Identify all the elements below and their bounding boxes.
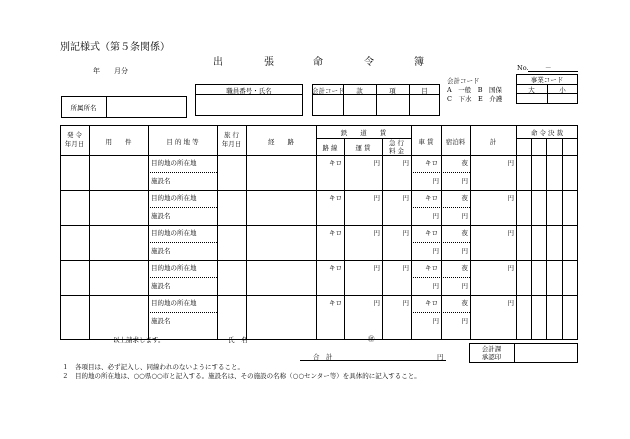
header-hatsurei: 発 令 年月日 <box>64 131 85 148</box>
row-shukuhaku-yen: 円 <box>461 317 468 325</box>
row-shachin-km: キロ <box>425 229 438 237</box>
row-dotted-line <box>411 312 470 313</box>
budget-kou: 項 <box>389 87 396 95</box>
request-text: 以上請求します。 <box>113 336 165 344</box>
row-shachin-km: キロ <box>425 299 438 307</box>
title-char-4: 令 <box>364 57 374 68</box>
row-dotted-line <box>148 207 217 208</box>
row-destination-label: 目的地の所在地 <box>151 159 197 167</box>
row-dotted-line <box>148 277 217 278</box>
row-facility-label: 施設名 <box>151 247 171 255</box>
row-facility-label: 施設名 <box>151 317 171 325</box>
no-value: － <box>545 64 552 72</box>
row-dotted-line <box>411 277 470 278</box>
row-kyuukou-yen: 円 <box>402 229 409 237</box>
header-keiro: 経 路 <box>268 138 294 146</box>
row-facility-label: 施設名 <box>151 282 171 290</box>
kaikei-code-2: C 下水 E 介護 <box>447 95 503 103</box>
row-km-label: キロ <box>329 159 342 167</box>
row-shachin-yen: 円 <box>432 177 439 185</box>
row-shukuhaku-yen: 円 <box>461 282 468 290</box>
row-night-label: 夜 <box>461 159 468 167</box>
header-youken: 用 件 <box>105 138 132 146</box>
row-facility-label: 施設名 <box>151 212 171 220</box>
no-label: No. <box>517 64 529 72</box>
year-label: 年 <box>93 67 100 75</box>
row-night-label: 夜 <box>461 194 468 202</box>
header-unchin: 運 賃 <box>355 144 371 152</box>
row-kyuukou-yen: 円 <box>402 264 409 272</box>
row-divider <box>60 225 578 226</box>
row-unchin-yen: 円 <box>373 229 380 237</box>
month-label: 月分 <box>114 67 128 75</box>
header-shachin: 車 賃 <box>418 138 434 146</box>
approval-line2: 承認印 <box>481 353 502 361</box>
total-yen: 円 <box>437 353 444 361</box>
row-shachin-yen: 円 <box>432 317 439 325</box>
header-shukuhaku: 宿泊料 <box>445 138 466 146</box>
row-unchin-yen: 円 <box>373 264 380 272</box>
row-kei-yen: 円 <box>507 264 514 272</box>
budget-moku: 目 <box>421 87 428 95</box>
header-rosen: 路 線 <box>322 144 338 152</box>
row-dotted-line <box>411 242 470 243</box>
row-km-label: キロ <box>329 229 342 237</box>
approval-line1: 会計課 <box>481 345 502 353</box>
row-destination-label: 目的地の所在地 <box>151 194 197 202</box>
title-char-2: 張 <box>264 57 274 68</box>
jigyou-dai: 大 <box>528 86 535 94</box>
row-destination-label: 目的地の所在地 <box>151 299 197 307</box>
header-ryokou: 旅 行 年月日 <box>221 131 242 148</box>
row-shachin-km: キロ <box>425 159 438 167</box>
budget-kan: 款 <box>356 87 363 95</box>
budget-kaikei: 会計コード <box>312 87 345 95</box>
row-kei-yen: 円 <box>507 299 514 307</box>
row-night-label: 夜 <box>461 264 468 272</box>
row-destination-label: 目的地の所在地 <box>151 264 197 272</box>
header-mokuteki: 目 的 地 等 <box>166 138 199 146</box>
note-1: １ 各項目は、必ず記入し、同線われのないようにすること。 <box>62 363 244 371</box>
row-destination-label: 目的地の所在地 <box>151 229 197 237</box>
header-tetsudou: 鉄 道 賃 <box>340 129 387 137</box>
title-char-1: 出 <box>213 57 223 68</box>
header-kei: 計 <box>489 138 497 146</box>
row-divider <box>60 260 578 261</box>
row-night-label: 夜 <box>461 229 468 237</box>
row-unchin-yen: 円 <box>373 159 380 167</box>
row-dotted-line <box>411 172 470 173</box>
form-label: 別記様式（第５条関係） <box>60 42 170 53</box>
header-meirei: 命 令 決 裁 <box>530 129 564 137</box>
row-km-label: キロ <box>329 264 342 272</box>
total-label: 合 計 <box>313 353 333 361</box>
row-km-label: キロ <box>329 194 342 202</box>
row-kyuukou-yen: 円 <box>402 299 409 307</box>
row-km-label: キロ <box>329 299 342 307</box>
row-shachin-yen: 円 <box>432 282 439 290</box>
row-dotted-line <box>148 312 217 313</box>
row-dotted-line <box>148 172 217 173</box>
row-shachin-yen: 円 <box>432 212 439 220</box>
row-shachin-km: キロ <box>425 194 438 202</box>
name-label: 氏 名 <box>228 336 248 344</box>
shokuin-label: 職員番号・氏名 <box>226 87 272 95</box>
row-unchin-yen: 円 <box>373 194 380 202</box>
row-kyuukou-yen: 円 <box>402 194 409 202</box>
row-divider <box>60 295 578 296</box>
row-shukuhaku-yen: 円 <box>461 247 468 255</box>
title-char-3: 命 <box>313 57 323 68</box>
row-kei-yen: 円 <box>507 194 514 202</box>
row-night-label: 夜 <box>461 299 468 307</box>
row-shukuhaku-yen: 円 <box>461 212 468 220</box>
row-divider <box>60 190 578 191</box>
row-kei-yen: 円 <box>507 229 514 237</box>
seal-mark: ㊞ <box>368 335 375 343</box>
row-unchin-yen: 円 <box>373 299 380 307</box>
row-shukuhaku-yen: 円 <box>461 177 468 185</box>
header-kyuukou: 急 行 料 金 <box>388 139 405 155</box>
kaikei-code-1: A 一般 B 国保 <box>447 86 502 94</box>
note-2: ２ 目的地の所在地は、○○県○○市と記入する。施設名は、その施設の名称（○○センター等）を具体的に記入すること。 <box>62 372 421 380</box>
row-dotted-line <box>148 242 217 243</box>
shozoku-label: 所属所名 <box>70 104 97 112</box>
row-kei-yen: 円 <box>507 159 514 167</box>
kaikei-code-label: 会計コード <box>447 77 480 85</box>
row-dotted-line <box>411 207 470 208</box>
jigyou-sho: 小 <box>559 86 566 94</box>
row-kyuukou-yen: 円 <box>402 159 409 167</box>
row-facility-label: 施設名 <box>151 177 171 185</box>
row-shachin-km: キロ <box>425 264 438 272</box>
title-char-5: 簿 <box>414 57 424 68</box>
row-shachin-yen: 円 <box>432 247 439 255</box>
jigyou-code-label: 事業コード <box>530 76 564 84</box>
